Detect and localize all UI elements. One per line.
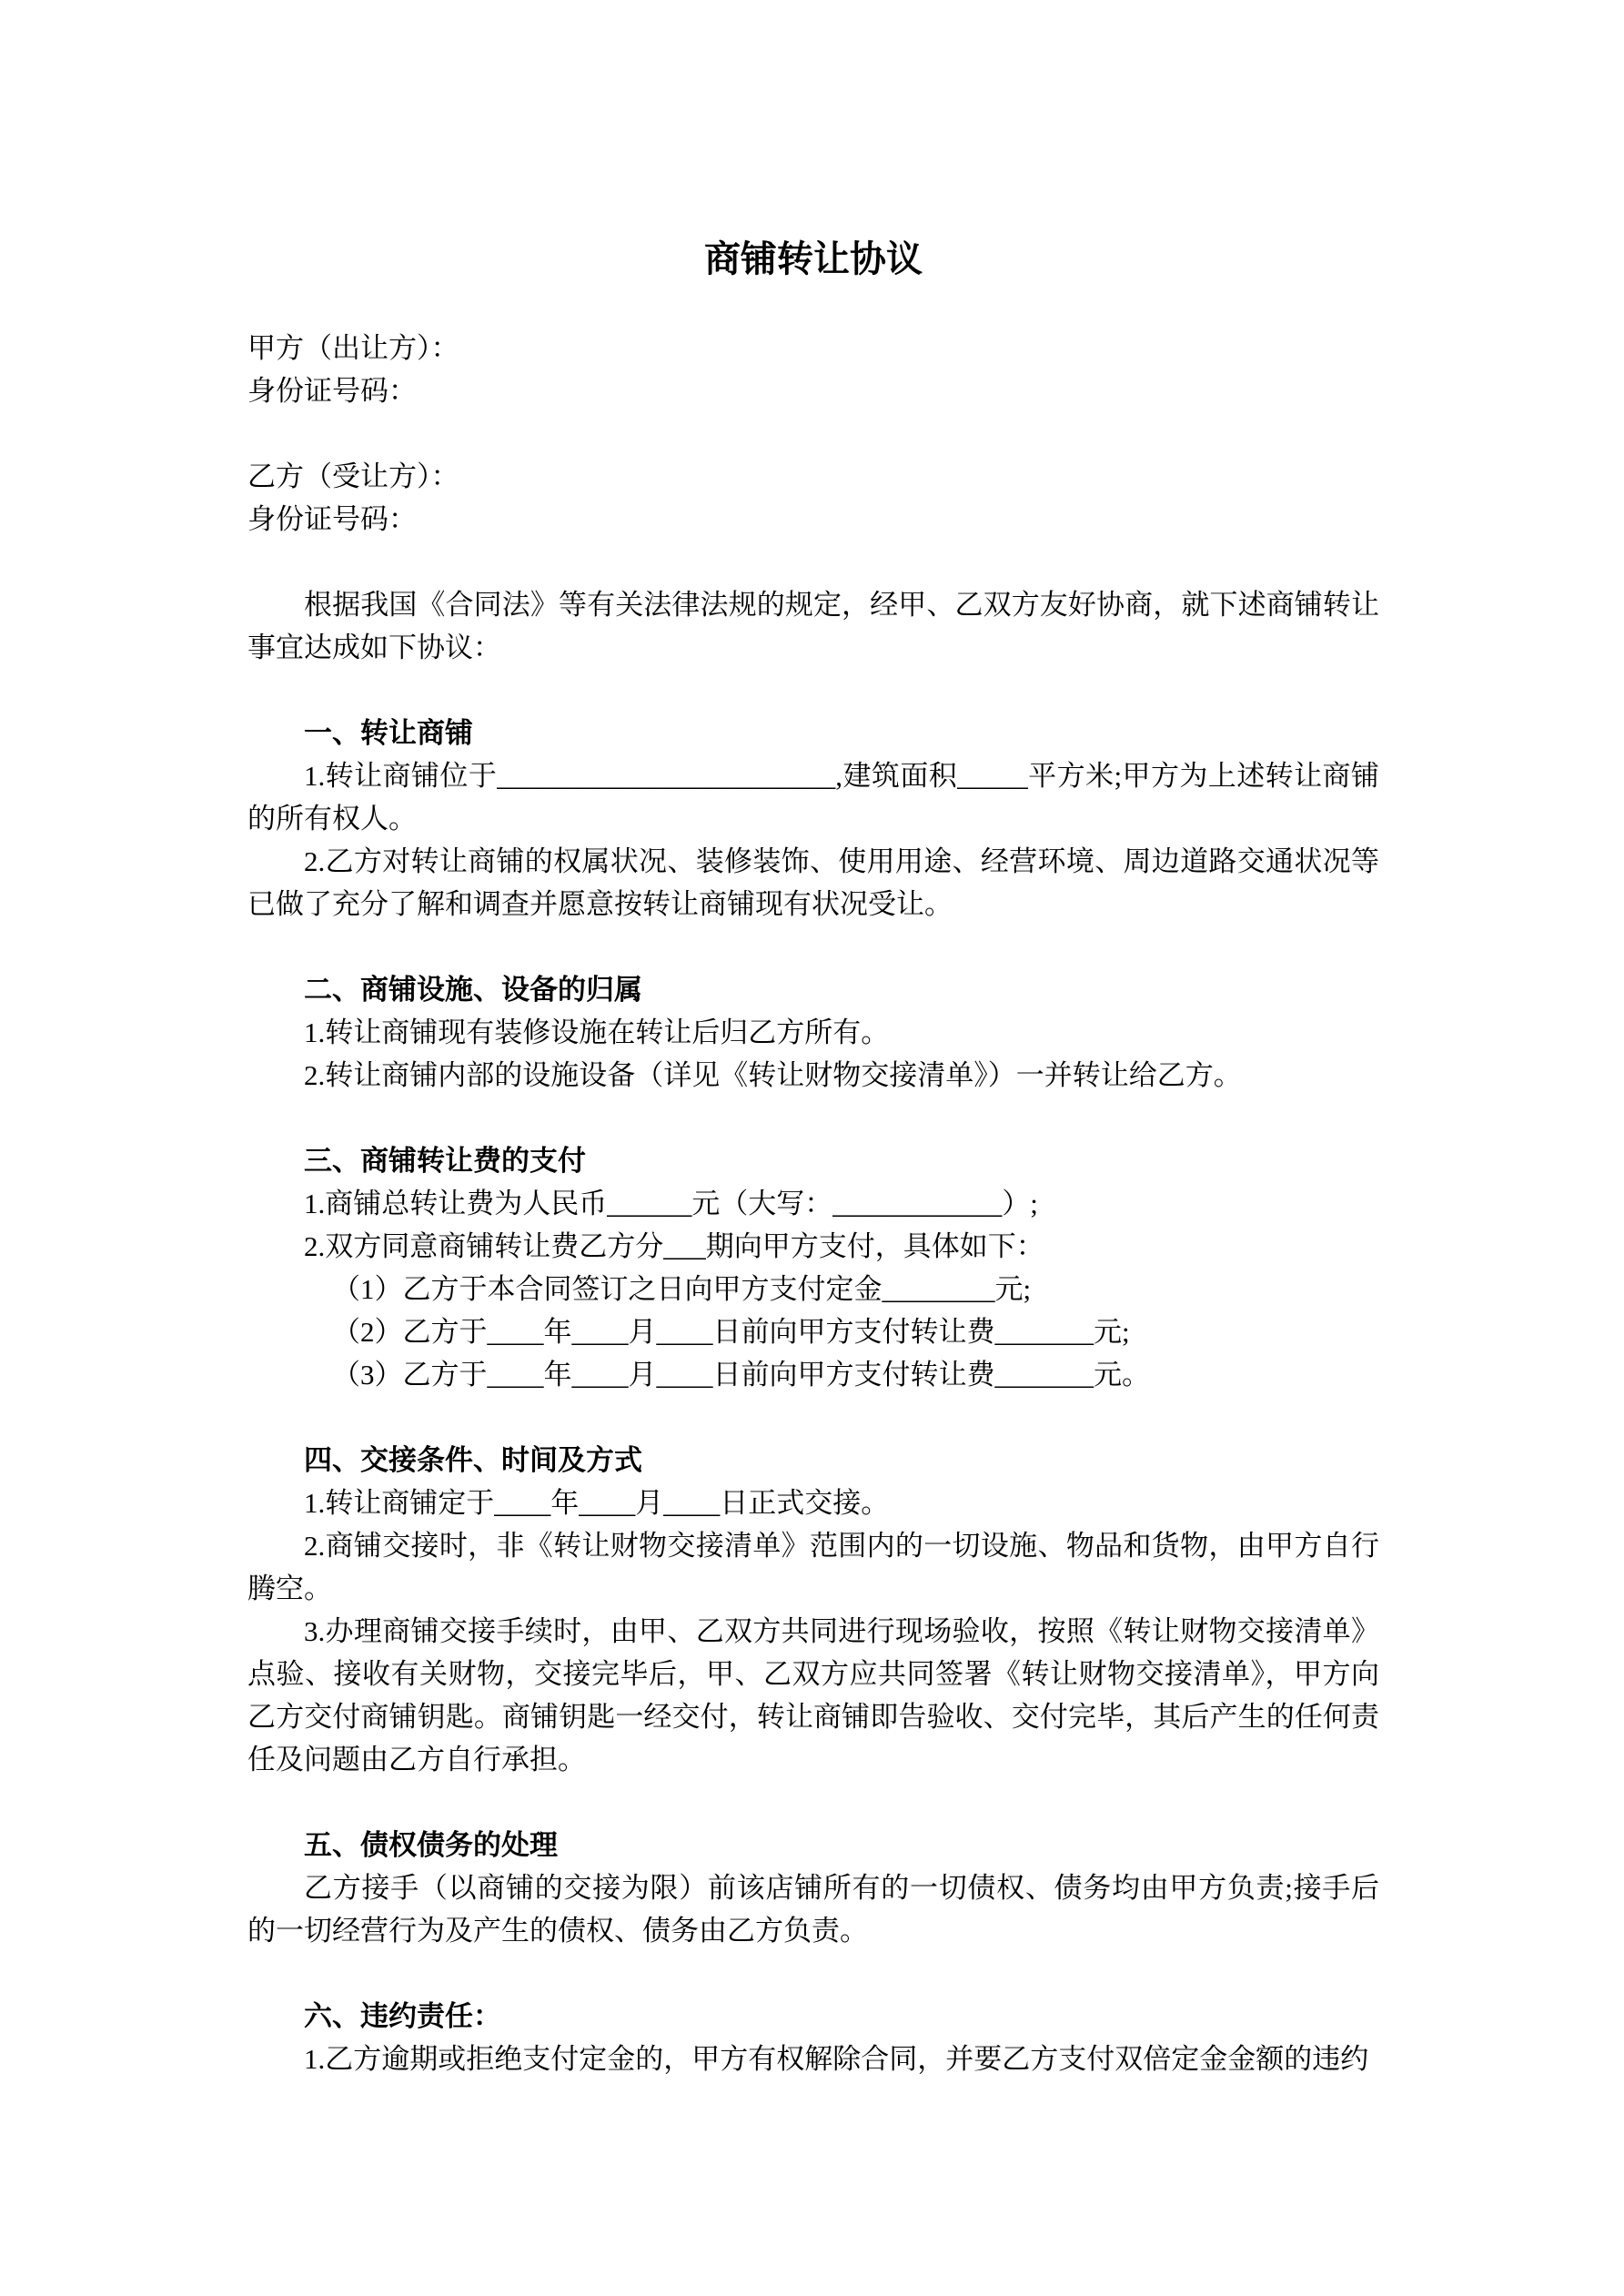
section-4-item-1: 1.转让商铺定于____年____月____日正式交接。	[304, 1487, 890, 1519]
section-3-heading: 三、商铺转让费的支付	[304, 1145, 586, 1177]
party-a-name-line: 甲方（出让方）：	[247, 332, 459, 364]
section-3-item-1: 1.商铺总转让费为人民币______元（大写：____________）;	[304, 1188, 1038, 1219]
section-1-transfer-shop	[247, 712, 1379, 925]
party-b-id-line: 身份证号码：	[247, 503, 417, 535]
section-6-heading: 六、违约责任：	[304, 2000, 501, 2032]
party-a-id-line: 身份证号码：	[247, 375, 417, 407]
section-6-item-1: 1.乙方逾期或拒绝支付定金的，甲方有权解除合同，并要乙方支付双倍定金金额的违约	[304, 2043, 1369, 2075]
section-5-paragraph: 乙方接手（以商铺的交接为限）前该店铺所有的一切债权、债务均由甲方负责;接手后的一切经营行为及产生的债权、债务由乙方负责。	[247, 1872, 1379, 1947]
section-1-heading: 一、转让商铺	[304, 717, 473, 749]
section-4-item-2: 2.商铺交接时，非《转让财物交接清单》范围内的一切设施、物品和货物，由甲方自行腾空。	[247, 1530, 1379, 1604]
section-2-heading: 二、商铺设施、设备的归属	[304, 974, 642, 1006]
section-3-item-2: 2.双方同意商铺转让费乙方分___期向甲方支付，具体如下：	[304, 1230, 1044, 1262]
section-3-transfer-fee-payment	[247, 1139, 1379, 1396]
intro-paragraph: 根据我国《合同法》等有关法律法规的规定，经甲、乙双方友好协商，就下述商铺转让事宜达成如下协议：	[247, 589, 1379, 663]
section-3-subitem-1: （1）乙方于本合同签订之日向甲方支付定金________元;	[332, 1273, 1032, 1305]
section-3-subitem-3: （3）乙方于____年____月____日前向甲方支付转让费_______元。	[332, 1359, 1150, 1391]
party-b-name-line: 乙方（受让方）：	[247, 460, 459, 492]
section-2-item-2: 2.转让商铺内部的设施设备（详见《转让财物交接清单》）一并转让给乙方。	[304, 1059, 1242, 1091]
section-6-breach-liability	[247, 1995, 1379, 2080]
section-4-heading: 四、交接条件、时间及方式	[304, 1444, 642, 1476]
section-5-heading: 五、债权债务的处理	[304, 1829, 558, 1861]
document-title: 商铺转让协议	[704, 238, 923, 279]
section-1-item-2: 2.乙方对转让商铺的权属状况、装修装饰、使用用途、经营环境、周边道路交通状况等已做了充分了解和调查并愿意按转让商铺现有状况受让。	[247, 845, 1379, 920]
section-3-subitem-2: （2）乙方于____年____月____日前向甲方支付转让费_______元;	[332, 1316, 1130, 1348]
section-1-item-1: 1.转让商铺位于________________________,建筑面积_____平方米;甲方为上述转让商铺的所有权人。	[247, 760, 1379, 834]
section-4-item-3: 3.办理商铺交接手续时，由甲、乙双方共同进行现场验收，按照《转让财物交接清单》点验、接收有关财物，交接完毕后，甲、乙双方应共同签署《转让财物交接清单》，甲方向乙方交付商铺钥匙。商铺钥匙一经交付，转让商铺即告验收、交付完毕，其后产生的任何责任及问题由乙方自行承担。	[247, 1615, 1379, 1775]
section-2-item-1: 1.转让商铺现有装修设施在转让后归乙方所有。	[304, 1017, 890, 1048]
section-2-facilities-ownership	[247, 968, 1379, 1097]
section-4-handover-terms	[247, 1439, 1379, 1781]
section-5-debts-handling	[247, 1824, 1379, 1952]
